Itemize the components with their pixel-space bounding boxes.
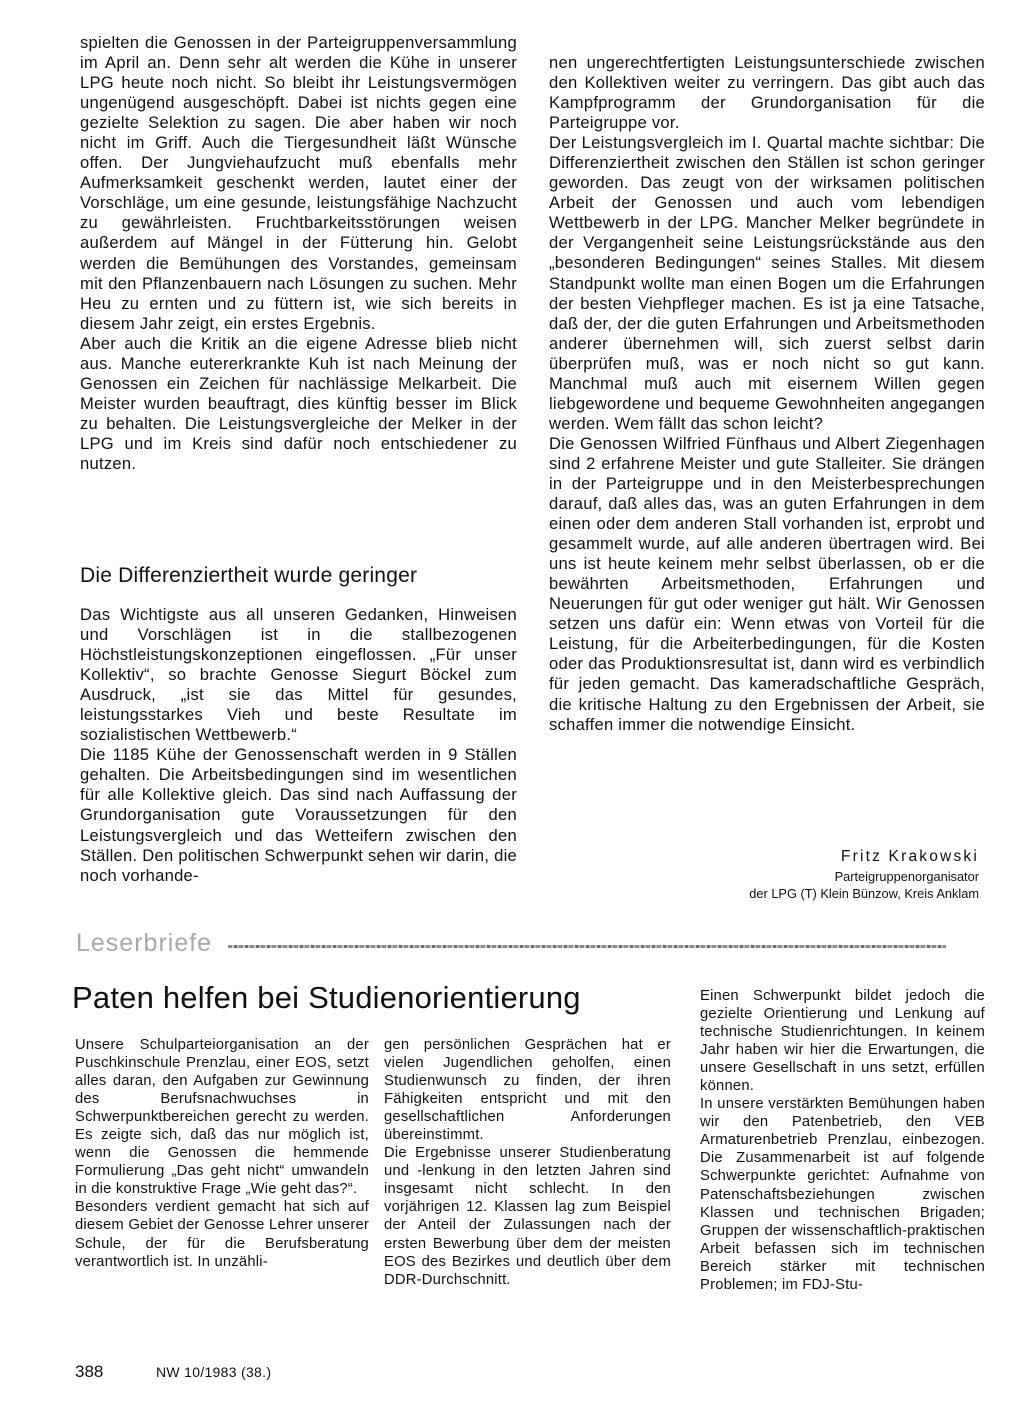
paragraph: In unsere verstärkten Bemühungen haben wir den Patenbetrieb, den VEB Armaturenbetrieb Prenzlau, einbezogen. Die Zusammenarbeit ist auf folgende Schwerpunkte gerichtet: Aufnahme von Patenschaftsbeziehungen zwischen Klassen und technischen Brigaden; Gruppen der wissenschaftlich-praktischen Arbeit befassen sich im technischen Bereich stärker mit technischen Problemen; im FDJ-Stu-	[700, 1096, 985, 1293]
paragraph: Unsere Schulparteiorganisation an der Puschkinschule Prenzlau, einer EOS, setzt alles daran, den Aufgaben zur Gewinnung des Berufsnachwuchses in Schwerpunktbereichen gerecht zu werden. Es zeigte sich, daß das nur möglich ist, wenn die Genossen die hemmende Formulierung „Das geht nicht“ umwandeln in die konstruktive Frage „Wie geht das?“.	[75, 1037, 369, 1198]
author-role	[749, 868, 979, 902]
paragraph: Besonders verdient gemacht hat sich auf diesem Gebiet der Genosse Lehrer unserer Schule, der für die Berufsberatung verantwortlich ist. In unzähli-	[75, 1199, 369, 1270]
letter-column-3	[700, 987, 985, 1294]
issue-label: NW 10/1983 (38.)	[156, 1364, 272, 1380]
article-top-right-column	[549, 53, 985, 735]
rubric-label: Leserbriefe	[76, 929, 213, 957]
author-name: Fritz Krakowski	[840, 848, 979, 865]
author-role-line: Parteigruppenorganisator	[834, 869, 979, 884]
paragraph: nen ungerechtfertigten Leistungsunterschiede zwischen den Kollektiven weiter zu verringern. Das gibt auch das Kampfprogramm der Grundorganisation für die Parteigruppe vor.	[549, 53, 985, 133]
paragraph: gen persönlichen Gesprächen hat er vielen Jugendlichen geholfen, einen Studienwunsch zu finden, der ihren Fähigkeiten entspricht und mit den gesellschaftlichen Anforderungen übereinstimmt.	[384, 1037, 671, 1144]
article-top-left-column-continued	[80, 605, 517, 886]
paragraph: Aber auch die Kritik an die eigene Adresse blieb nicht aus. Manche eutererkrankte Kuh ist nach Meinung der Genossen ein Zeichen für nachlässige Melkarbeit. Die Meister wurden beauftragt, dies künftig besser im Blick zu behalten. Die Leistungsvergleiche der Melker in der LPG und im Kreis sind dafür noch entschiedener zu nutzen.	[80, 333, 517, 473]
paragraph: Die Ergebnisse unserer Studienberatung und -lenkung in den letzten Jahren sind insgesamt nicht schlecht. In den vorjährigen 12. Klassen lag zum Beispiel der Anteil der Zulassungen nach der ersten Bewerbung über dem der meisten EOS des Bezirkes und deutlich über dem DDR-Durchschnitt.	[384, 1145, 671, 1288]
letter-column-2	[384, 1036, 671, 1289]
article-subheading: Die Differenziertheit wurde geringer	[80, 564, 418, 587]
paragraph: Die Genossen Wilfried Fünfhaus und Albert Ziegenhagen sind 2 erfahrene Meister und gute Stalleiter. Sie drängen in der Parteigruppe und in den Meisterbesprechungen darauf, daß alles das, was an guten Erfahrungen in dem einen oder dem anderen Stall vorhanden ist, erprobt und gesammelt wurde, auf alle anderen übertragen wird. Bei uns ist heute keinem mehr selbst überlassen, ob er die bewährten Arbeitsmethoden, Erfahrungen und Neuerungen für gut oder weniger gut hält. Wir Genossen setzen uns dafür ein: Wenn etwas von Vorteil für die Leistung, für die Arbeiterbedingungen, für die Kosten oder das Produktionsresultat ist, dann wird es verbindlich für jeden gemacht. Das kameradschaftliche Gespräch, die kritische Haltung zu den Ergebnissen der Arbeit, sie schaffen immer die notwendige Einsicht.	[549, 433, 985, 734]
letter-headline: Paten helfen bei Studienorientierung	[72, 980, 581, 1015]
letter-column-1	[75, 1036, 369, 1271]
author-role-line: der LPG (T) Klein Bünzow, Kreis Anklam	[749, 886, 979, 901]
rubric-row	[76, 928, 986, 958]
paragraph: spielten die Genossen in der Parteigruppenversammlung im April an. Denn sehr alt werden die Kühe in unserer LPG heute noch nicht. So bleibt ihr Leistungsvermögen ungenügend ausgeschöpft. Dabei ist nichts gegen eine gezielte Selektion zu sagen. Die aber haben wir noch nicht im Griff. Auch die Tiergesundheit läßt Wünsche offen. Der Jungviehaufzucht muß ebenfalls mehr Aufmerksamkeit geschenkt werden, lautet einer der Vorschläge, um eine gesunde, leistungsfähige Nachzucht zu gewährleisten. Fruchtbarkeitsstörungen weisen außerdem auf Mängel in der Fütterung hin. Gelobt werden die Bemühungen des Vorstandes, gemeinsam mit den Pflanzenbauern nach Lösungen zu suchen. Mehr Heu zu ernten und zu füttern ist, wie sich bereits in diesem Jahr zeigt, ein erstes Ergebnis.	[80, 33, 517, 333]
article-top-left-column	[80, 33, 517, 474]
paragraph: Die 1185 Kühe der Genossenschaft werden in 9 Ställen gehalten. Die Arbeitsbedingungen sind im wesentlichen für alle Kollektive gleich. Das sind nach Auffassung der Grundorganisation gute Voraussetzungen für den Leistungsvergleich und das Wetteifern zwischen den Ställen. Den politischen Schwerpunkt sehen wir darin, die noch vorhande-	[80, 745, 517, 885]
page-number: 388	[75, 1362, 104, 1381]
rubric-rule	[228, 945, 946, 948]
paragraph: Der Leistungsvergleich im I. Quartal machte sichtbar: Die Differenziertheit zwischen den Ställen ist schon geringer geworden. Das zeugt von der wirksamen politischen Arbeit der Genossen und auch vom lebendigen Wettbewerb in der LPG. Mancher Melker begründete in der Vergangenheit seine Leistungsrückstände aus den „besonderen Bedingungen“ seines Stalles. Mit diesem Standpunkt wollte man einen Bogen um die Erfahrungen der besten Viehpfleger machen. Es ist ja eine Tatsache, daß der, der die guten Erfahrungen und Arbeitsmethoden anderer übernehmen will, sich zuerst selbst darin überprüfen muß, was er noch nicht so gut kann. Manchmal muß auch mit eisernem Willen gegen liebgewordene und bequeme Gewohnheiten angegangen werden. Wem fällt das schon leicht?	[549, 133, 985, 433]
paragraph: Einen Schwerpunkt bildet jedoch die gezielte Orientierung und Lenkung auf technische Studienrichtungen. In keinem Jahr haben wir hier die Erwartungen, die unsere Gesellschaft in uns setzt, erfüllen können.	[700, 988, 985, 1095]
paragraph: Das Wichtigste aus all unseren Gedanken, Hinweisen und Vorschlägen ist in die stallbezogenen Höchstleistungskonzeptionen eingeflossen. „Für unser Kollektiv“, so brachte Genosse Siegurt Böckel zum Ausdruck, „ist sie das Mittel für gesundes, leistungsstarkes Vieh und beste Resultate im sozialistischen Wettbewerb.“	[80, 605, 517, 745]
